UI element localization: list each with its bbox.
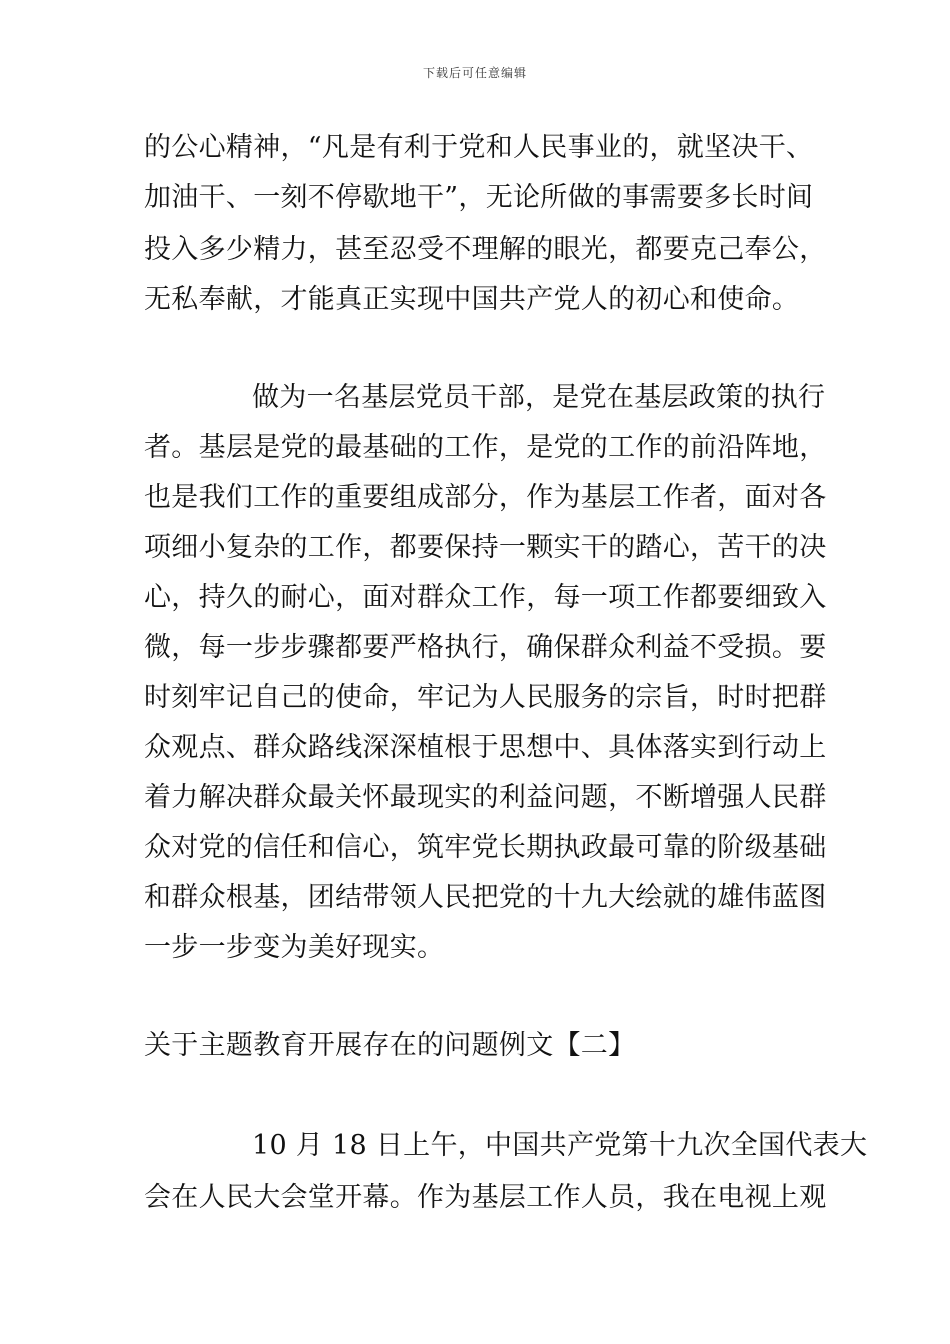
paragraph-line: 无私奉献，才能真正实现中国共产党人的初心和使命。 [144, 284, 800, 315]
paragraph-line: 众对党的信任和信心，筑牢党长期执政最可靠的阶级基础 [144, 832, 827, 863]
paragraph-line: 者。基层是党的最基础的工作，是党的工作的前沿阵地， [144, 432, 827, 463]
paragraph-line: 做为一名基层党员干部，是党在基层政策的执行 [252, 382, 826, 413]
paragraph-line: 一步一步变为美好现实。 [144, 932, 445, 963]
paragraph-line: 的公心精神，“凡是有利于党和人民事业的，就坚决干、 [144, 132, 814, 163]
paragraph-line: 也是我们工作的重要组成部分，作为基层工作者，面对各 [144, 482, 827, 513]
paragraph-line: 着力解决群众最关怀最现实的利益问题，不断增强人民群 [144, 782, 827, 813]
paragraph-line: 微，每一步步骤都要严格执行，确保群众利益不受损。要 [144, 632, 827, 663]
paragraph-line: 时刻牢记自己的使命，牢记为人民服务的宗旨，时时把群 [144, 682, 827, 713]
paragraph-line: 心，持久的耐心，面对群众工作，每一项工作都要细致入 [144, 582, 827, 613]
paragraph-line: 会在人民大会堂开幕。作为基层工作人员，我在电视上观 [144, 1182, 827, 1213]
paragraph-line: 加油干、一刻不停歇地干”，无论所做的事需要多长时间 [144, 182, 814, 213]
paragraph-line: 众观点、群众路线深深植根于思想中、具体落实到行动上 [144, 732, 827, 763]
paragraph-line: 10 月 18 日上午，中国共产党第十九次全国代表大 [252, 1130, 868, 1161]
paragraph-line: 项细小复杂的工作，都要保持一颗实干的踏心，苦干的决 [144, 532, 827, 563]
section-heading: 关于主题教育开展存在的问题例文【二】 [144, 1030, 636, 1061]
paragraph-line: 投入多少精力，甚至忍受不理解的眼光，都要克己奉公， [144, 234, 827, 265]
paragraph-line: 和群众根基，团结带领人民把党的十九大绘就的雄伟蓝图 [144, 882, 827, 913]
header-note: 下载后可任意编辑 [422, 66, 527, 80]
